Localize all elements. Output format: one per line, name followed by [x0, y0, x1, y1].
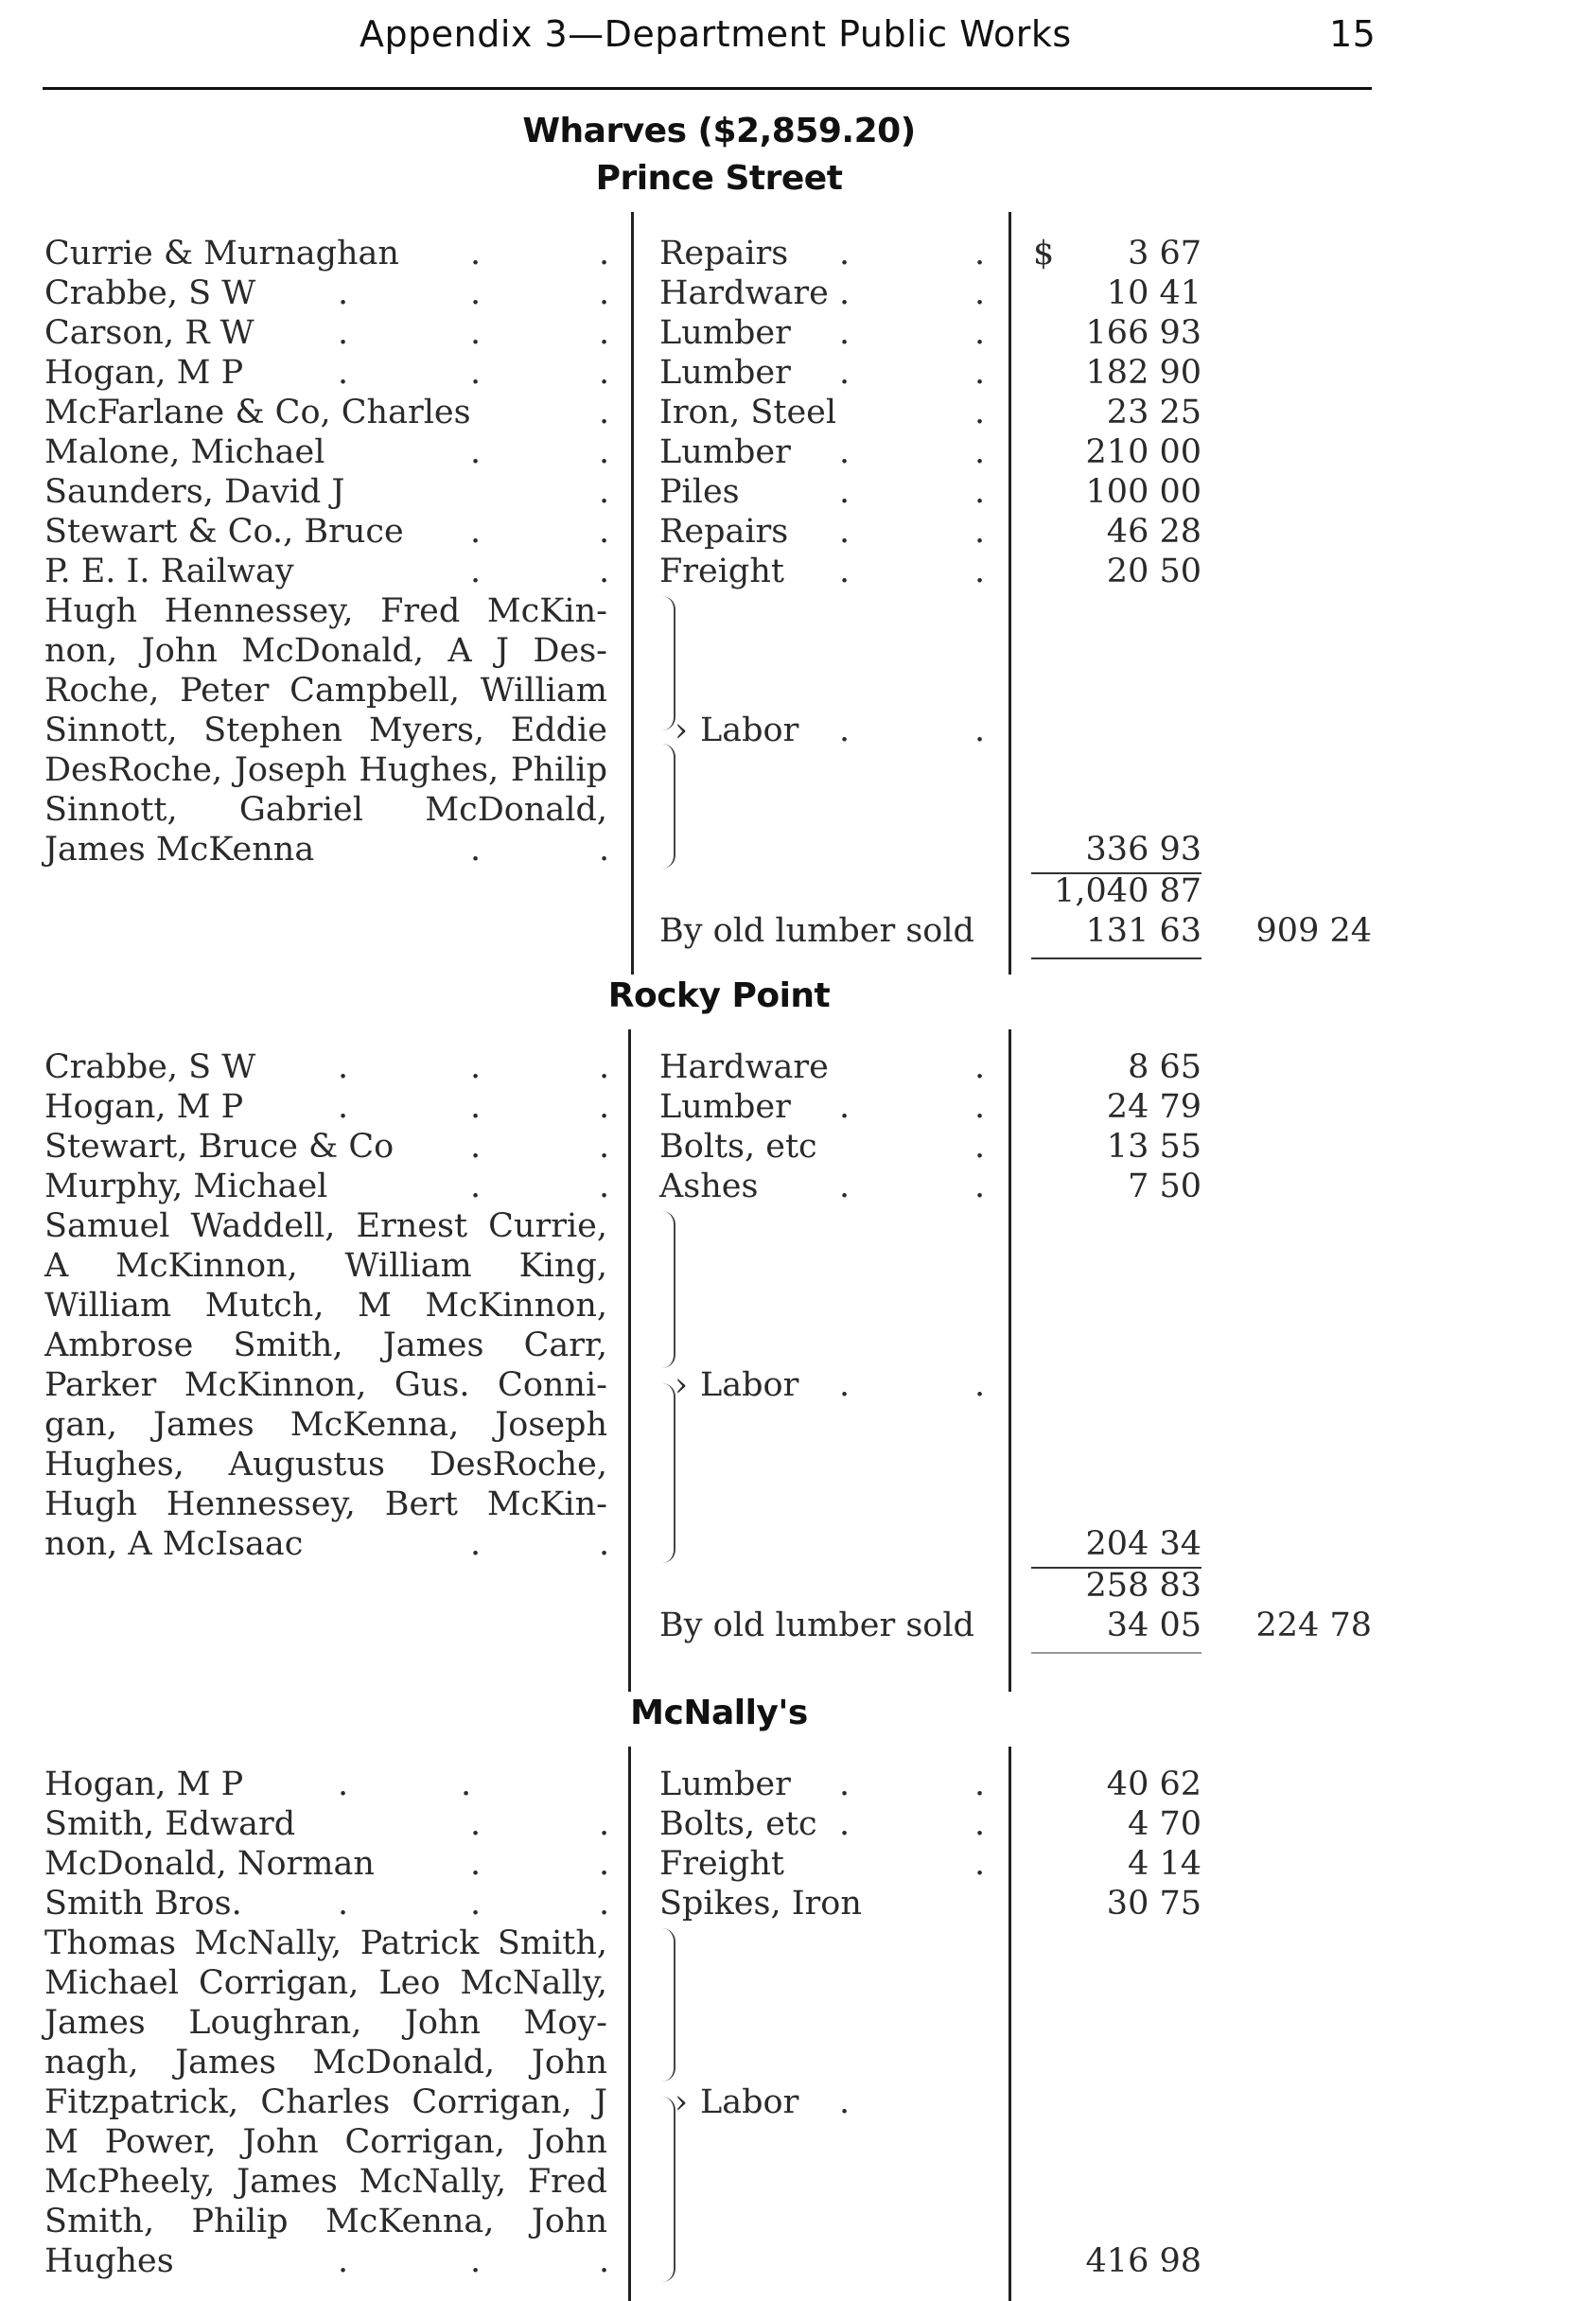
labor-line: Smith, Philip McKenna, John [44, 2203, 607, 2240]
section-title-prince-street: Prince Street [595, 159, 843, 198]
labor-amount: 204 34 [1085, 1525, 1201, 1563]
deduction: 34 05 [1106, 1607, 1201, 1644]
labor-line: M Power, John Corrigan, John [44, 2123, 607, 2161]
labor-brace [662, 1928, 675, 2081]
amount: 20 50 [1106, 553, 1201, 590]
table-row: Currie & Murnaghan . . Repairs . . $ 3 67 [44, 235, 1201, 272]
table-row: McDonald, Norman . . Freight . 4 14 [44, 1845, 1201, 1883]
labor-line: McPheely, James McNally, Fred [44, 2163, 607, 2201]
table-row: Smith, Edward . . Bolts, etc . . 4 70 [44, 1805, 1201, 1843]
labor-brace [662, 596, 675, 730]
table-row: Stewart, Bruce & Co . . Bolts, etc . 13 55 [44, 1128, 1201, 1166]
labor-amount: 336 93 [1085, 831, 1201, 869]
payee: Currie & Murnaghan [44, 235, 399, 272]
amount: 4 70 [1128, 1805, 1201, 1843]
item: Lumber [659, 354, 791, 392]
amount: 8 65 [1128, 1048, 1201, 1086]
payee: Stewart & Co., Bruce [44, 513, 404, 551]
payee: Carson, R W [44, 314, 254, 352]
amount: 3 67 [1128, 235, 1201, 272]
subtotal-row [0, 872, 1596, 912]
payee: Hogan, M P [44, 354, 244, 392]
labor-line: William Mutch, M McKinnon, [44, 1287, 607, 1325]
labor-amount: 416 98 [1085, 2242, 1201, 2280]
amount: 166 93 [1085, 314, 1201, 352]
labor-line: non, A McIsaac . . 204 34 [44, 1525, 1201, 1563]
labor-brace [662, 1211, 675, 1368]
labor-line: DesRoche, Joseph Hughes, Philip [44, 751, 607, 789]
amount: 100 00 [1085, 473, 1201, 511]
labor-line: Hughes . . . 416 98 [44, 2242, 1201, 2280]
amount: 46 28 [1106, 513, 1201, 551]
total-rule [1031, 1652, 1201, 1654]
item: Freight [659, 1845, 784, 1883]
amount: 23 25 [1106, 394, 1201, 431]
currency: $ [1033, 235, 1055, 272]
net-total: 224 78 [1255, 1607, 1372, 1644]
deduction-label: By old lumber sold [659, 1607, 974, 1644]
amount: 24 79 [1106, 1088, 1201, 1126]
payee: Crabbe, S W [44, 1048, 256, 1086]
labor-line: James Loughran, John Moy- [44, 2004, 607, 2042]
amount: 182 90 [1085, 354, 1201, 392]
amount: 4 14 [1128, 1845, 1201, 1883]
table-row: Saunders, David J . Piles . . 100 00 [44, 473, 1201, 511]
item: Spikes, Iron [659, 1885, 862, 1923]
item: Iron, Steel [659, 394, 837, 431]
deduction-label: By old lumber sold [659, 912, 974, 950]
item: Hardware [659, 1048, 829, 1086]
section-title-rocky-point: Rocky Point [607, 976, 831, 1015]
item: Lumber [659, 433, 791, 471]
table-row: Hogan, M P . . Lumber . . 40 62 [44, 1765, 1201, 1803]
table-row: Stewart & Co., Bruce . . Repairs . . 46 28 [44, 513, 1201, 551]
item: Bolts, etc [659, 1128, 817, 1166]
labor-line: nagh, James McDonald, John [44, 2044, 607, 2081]
labor-label: Labor [700, 1366, 799, 1404]
deduction-row [0, 912, 1596, 952]
labor-label-row: › Labor . . [675, 1366, 986, 1404]
item: Bolts, etc [659, 1805, 817, 1843]
payee: P. E. I. Railway [44, 553, 294, 590]
item: Lumber [659, 1765, 791, 1803]
total-rule [1031, 957, 1201, 959]
table-row: Carson, R W . . . Lumber . . 166 93 [44, 314, 1201, 352]
deduction: 131 63 [1085, 912, 1201, 950]
item: Hardware [659, 274, 829, 312]
payee: McFarlane & Co, Charles [44, 394, 471, 431]
labor-line: Parker McKinnon, Gus. Conni- [44, 1366, 607, 1404]
labor-line: Michael Corrigan, Leo McNally, [44, 1964, 607, 2002]
labor-label-row: › Labor . [675, 2083, 851, 2121]
item: Piles [659, 473, 740, 511]
section-title-mcnallys: McNally's [630, 1694, 808, 1732]
payee: Crabbe, S W [44, 274, 256, 312]
labor-line: Hugh Hennessey, Fred McKin- [44, 592, 607, 630]
payee: Smith, Edward [44, 1805, 296, 1843]
table-row: Hogan, M P . . . Lumber . . 182 90 [44, 354, 1201, 392]
amount: 10 41 [1106, 274, 1201, 312]
payee: Smith Bros. [44, 1885, 242, 1923]
header-rule [43, 87, 1372, 90]
subtotal: 1,040 87 [1054, 872, 1201, 910]
subtotal-row [0, 1567, 1596, 1607]
page-number: 15 [1329, 13, 1377, 55]
payee: Hogan, M P [44, 1088, 244, 1126]
net-total: 909 24 [1255, 912, 1372, 950]
item: Lumber [659, 1088, 791, 1126]
labor-line: Roche, Peter Campbell, William [44, 672, 607, 710]
labor-brace [662, 2097, 675, 2282]
labor-brace [662, 1383, 675, 1563]
labor-line: Sinnott, Stephen Myers, Eddie [44, 711, 607, 749]
table-row: P. E. I. Railway . . Freight . . 20 50 [44, 553, 1201, 590]
amount: 7 50 [1128, 1168, 1201, 1205]
labor-label-row: › Labor . . [675, 711, 986, 749]
amount: 30 75 [1106, 1885, 1201, 1923]
labor-line: Sinnott, Gabriel McDonald, [44, 791, 607, 829]
running-header: Appendix 3—Department Public Works [360, 13, 1072, 55]
item: Repairs [659, 235, 789, 272]
labor-line: Hugh Hennessey, Bert McKin- [44, 1485, 607, 1523]
item: Freight [659, 553, 784, 590]
item: Repairs [659, 513, 789, 551]
table-row: Crabbe, S W . . . Hardware . 8 65 [44, 1048, 1201, 1086]
payee: Stewart, Bruce & Co [44, 1128, 395, 1166]
deduction-row [0, 1607, 1596, 1646]
table-row: Crabbe, S W . . . Hardware . . 10 41 [44, 274, 1201, 312]
amount: 210 00 [1085, 433, 1201, 471]
item: Ashes [659, 1168, 759, 1205]
labor-brace [662, 744, 675, 869]
labor-line: Samuel Waddell, Ernest Currie, [44, 1207, 607, 1245]
payee: Malone, Michael [44, 433, 325, 471]
labor-line: Hughes, Augustus DesRoche, [44, 1446, 607, 1484]
labor-line: non, John McDonald, A J Des- [44, 632, 607, 670]
table-row: Smith Bros. . . . Spikes, Iron 30 75 [44, 1885, 1201, 1923]
payee: Hogan, M P [44, 1765, 244, 1803]
item: Lumber [659, 314, 791, 352]
labor-line: gan, James McKenna, Joseph [44, 1406, 607, 1444]
table-row: Malone, Michael . . Lumber . . 210 00 [44, 433, 1201, 471]
payee: Murphy, Michael [44, 1168, 328, 1205]
amount: 40 62 [1106, 1765, 1201, 1803]
subtotal: 258 83 [1085, 1567, 1201, 1605]
payee: McDonald, Norman [44, 1845, 375, 1883]
main-title: Wharves ($2,859.20) [522, 112, 916, 150]
labor-line: Fitzpatrick, Charles Corrigan, J [44, 2083, 607, 2121]
table-row: Murphy, Michael . . Ashes . . 7 50 [44, 1168, 1201, 1205]
table-row: McFarlane & Co, Charles . Iron, Steel . 23 25 [44, 394, 1201, 431]
labor-line: James McKenna . . 336 93 [44, 831, 1201, 869]
labor-line: Ambrose Smith, James Carr, [44, 1326, 607, 1364]
payee: Saunders, David J [44, 473, 345, 511]
labor-label: Labor [700, 711, 799, 749]
labor-line: A McKinnon, William King, [44, 1247, 607, 1285]
amount: 13 55 [1106, 1128, 1201, 1166]
table-row: Hogan, M P . . . Lumber . . 24 79 [44, 1088, 1201, 1126]
labor-line: Thomas McNally, Patrick Smith, [44, 1924, 607, 1962]
labor-label: Labor [700, 2083, 799, 2121]
